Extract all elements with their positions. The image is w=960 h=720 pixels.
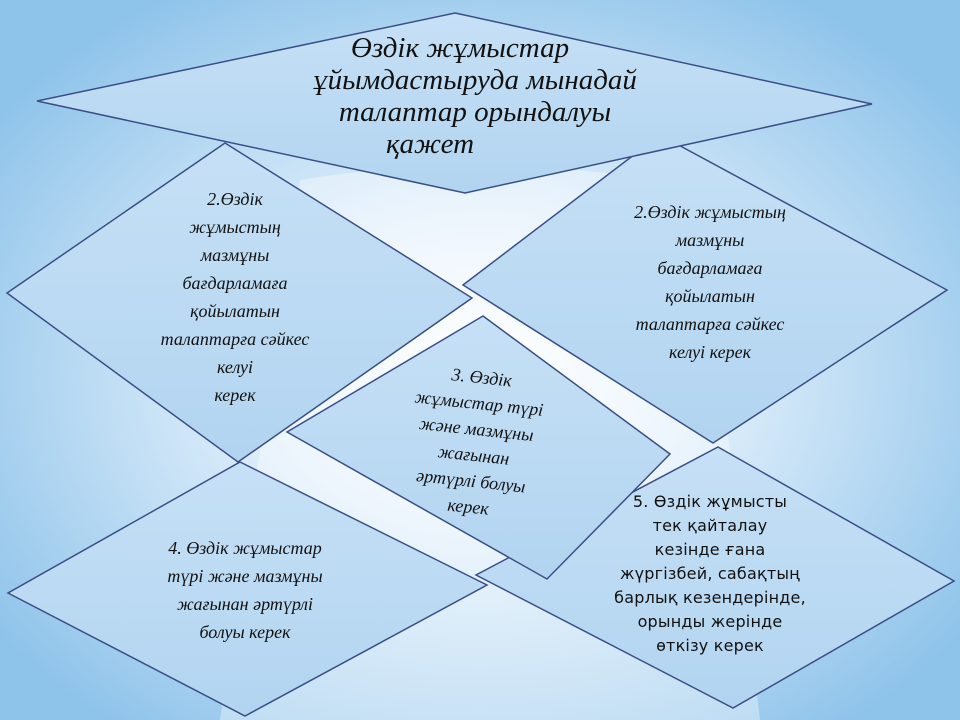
right-top-line: қойылатын xyxy=(665,286,755,306)
center-line: жұмыстар түрі xyxy=(413,386,545,420)
title-line: Өздік жұмыстар xyxy=(350,32,570,64)
right-top-line: келуі керек xyxy=(669,342,751,362)
right-top-text xyxy=(590,198,830,366)
right-bottom-line: тек қайталау xyxy=(652,516,768,535)
right-top-line: мазмұны xyxy=(675,230,745,250)
left-bottom-line: болуы керек xyxy=(199,622,291,642)
left-bottom-line: түрі және мазмұны xyxy=(167,566,323,586)
center-text xyxy=(367,354,582,530)
center-line: және мазмұны xyxy=(418,413,535,446)
left-bottom-line: 4. Өздік жұмыстар xyxy=(168,538,322,558)
left-top-line: мазмұны xyxy=(200,245,270,265)
title-line: ұйымдастыруда мынадай xyxy=(313,64,637,96)
left-top-text xyxy=(120,185,350,409)
right-top-line: 2.Өздік жұмыстың xyxy=(634,202,786,222)
left-top-line: бағдарламаға xyxy=(182,273,288,293)
right-bottom-line: жүргізбей, сабақтың xyxy=(620,564,800,583)
left-top-line: қойылатын xyxy=(190,301,280,321)
left-top-line: 2.Өздік xyxy=(207,189,263,209)
title-text xyxy=(200,32,750,160)
title-line: талаптар орындалуы xyxy=(338,96,612,128)
right-top-line: талаптарға сәйкес xyxy=(635,314,785,334)
center-line: 3. Өздік xyxy=(450,364,513,391)
right-bottom-line: орынды жерінде xyxy=(637,612,783,631)
center-line: жағынан xyxy=(436,441,511,469)
left-top-line: жұмыстың xyxy=(189,217,281,237)
left-top-line: керек xyxy=(214,385,256,405)
right-bottom-line: барлық кезендерінде, xyxy=(614,588,806,607)
left-top-line: келуі xyxy=(216,357,254,377)
right-bottom-line: 5. Өздік жұмысты xyxy=(632,492,788,511)
title-line: қажет xyxy=(385,128,475,160)
right-bottom-text xyxy=(580,490,840,658)
right-top-line: бағдарламаға xyxy=(657,258,763,278)
left-top-line: талаптарға сәйкес xyxy=(160,329,310,349)
center-line: керек xyxy=(446,494,490,519)
center-line: әртүрлі болуы xyxy=(415,465,527,497)
right-bottom-line: өткізу керек xyxy=(656,636,764,655)
left-bottom-text xyxy=(120,534,370,646)
left-bottom-line: жағынан әртүрлі xyxy=(177,594,313,614)
right-bottom-line: кезінде ғана xyxy=(654,540,766,559)
